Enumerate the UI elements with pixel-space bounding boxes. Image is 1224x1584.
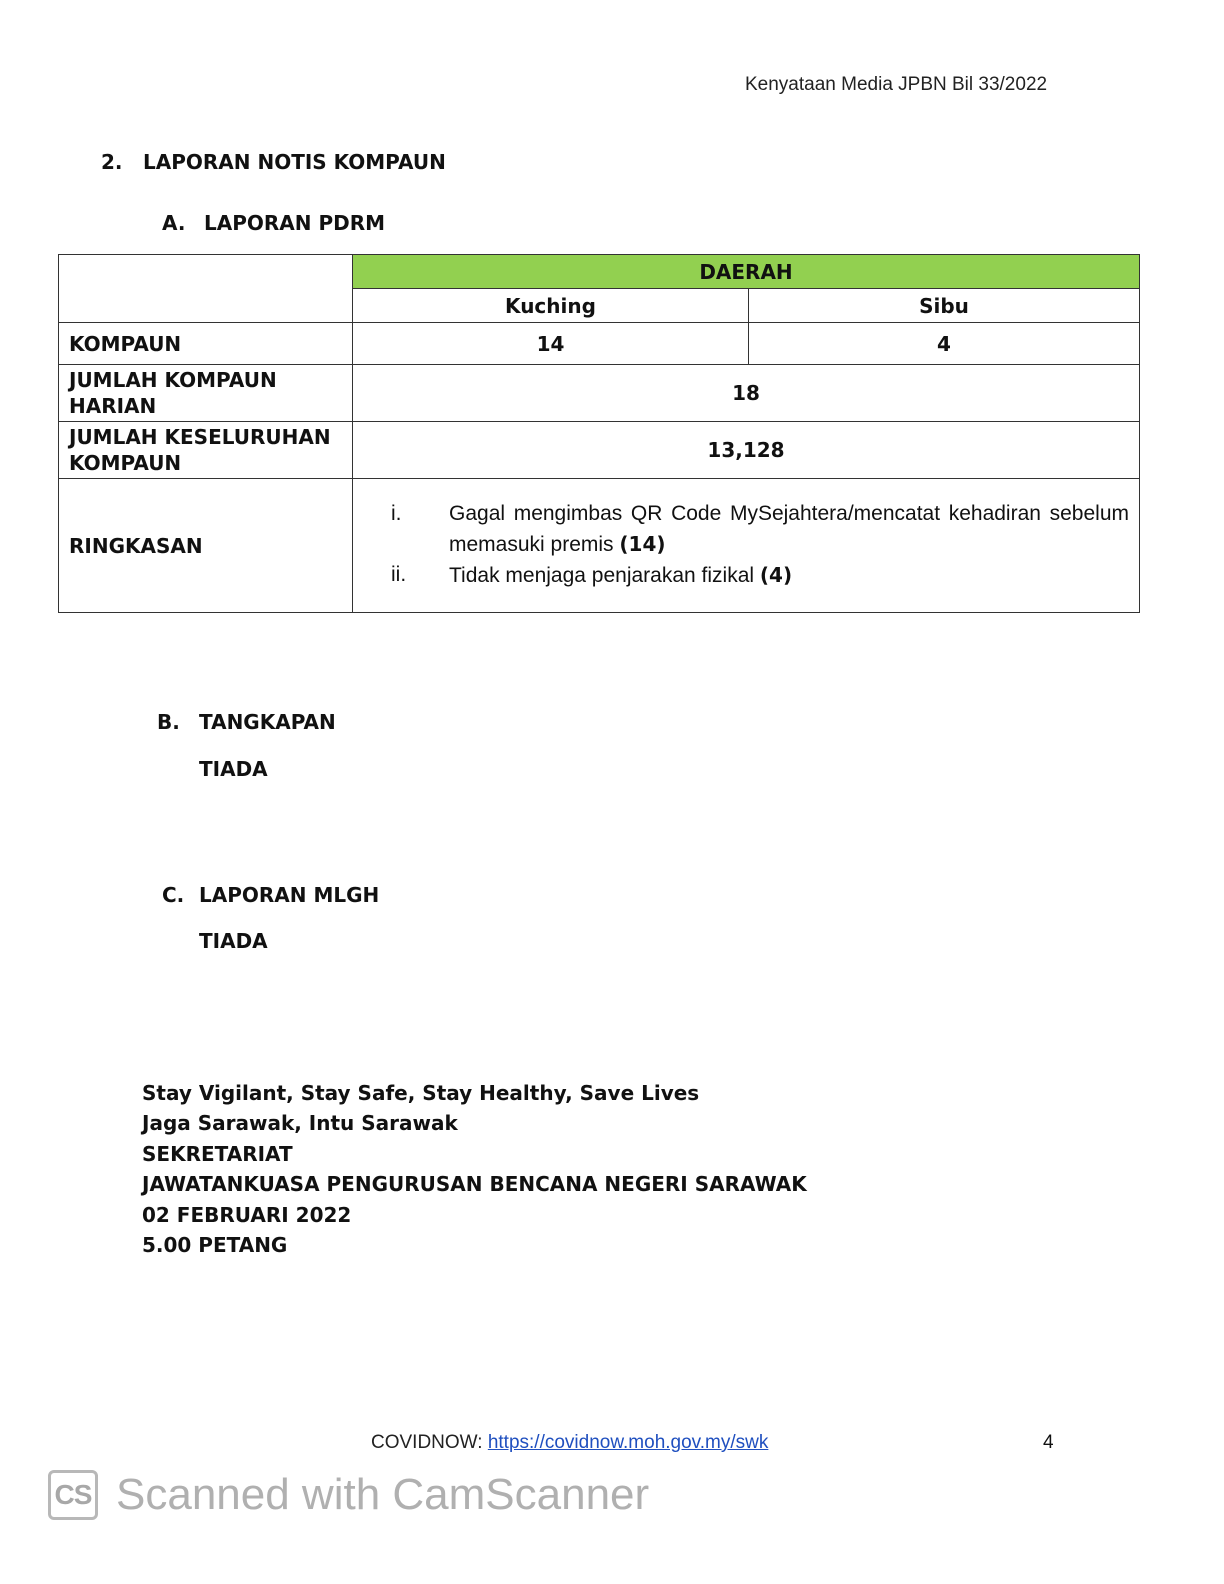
subsection-c-heading — [162, 883, 379, 907]
empty-header-cell — [59, 255, 353, 323]
list-item — [363, 560, 1129, 591]
item-text: Gagal mengimbas QR Code MySejahtera/mencatat kehadiran sebelum memasuki premis — [449, 501, 1129, 556]
label-line: JUMLAH KESELURUHAN — [69, 425, 331, 449]
label-line: KOMPAUN — [69, 451, 182, 475]
row-label-ringkasan: RINGKASAN — [59, 479, 353, 613]
table-row — [59, 422, 1140, 479]
footer — [371, 1432, 768, 1454]
subsection-c-content: TIADA — [199, 929, 268, 953]
list-numeral: i. — [391, 501, 402, 525]
label-line: JUMLAH KOMPAUN — [69, 368, 277, 392]
jumlah-keseluruhan-value: 13,128 — [353, 422, 1140, 479]
section-number: 2. — [101, 150, 123, 174]
ringkasan-cell — [353, 479, 1140, 613]
list-text — [449, 560, 1129, 591]
subsection-c-letter: C. — [162, 883, 185, 907]
list-text — [449, 499, 1129, 560]
watermark-text: Scanned with CamScanner — [116, 1470, 650, 1519]
row-label-jumlah-harian — [59, 365, 353, 422]
compound-report-table — [58, 254, 1140, 613]
ringkasan-list — [363, 499, 1129, 591]
section-heading — [101, 150, 446, 174]
table-header-row — [59, 255, 1140, 289]
closing-line: JAWATANKUASA PENGURUSAN BENCANA NEGERI SARAWAK — [142, 1172, 807, 1197]
subsection-b-content: TIADA — [199, 757, 268, 781]
kompaun-kuching-value: 14 — [353, 323, 749, 365]
list-numeral: ii. — [391, 562, 407, 586]
kompaun-sibu-value: 4 — [749, 323, 1140, 365]
subsection-b-title: TANGKAPAN — [199, 710, 336, 734]
table-row — [59, 323, 1140, 365]
page-number: 4 — [1043, 1432, 1054, 1453]
district-kuching-header: Kuching — [353, 289, 749, 323]
footer-label: COVIDNOW: — [371, 1432, 488, 1453]
document-reference: Kenyataan Media JPBN Bil 33/2022 — [745, 74, 1048, 95]
camscanner-watermark — [48, 1470, 649, 1520]
subsection-c-title: LAPORAN MLGH — [199, 883, 380, 907]
item-count: (14) — [619, 531, 666, 556]
subsection-a-letter: A. — [162, 211, 186, 235]
label-line: HARIAN — [69, 394, 157, 418]
camscanner-logo-icon: CS — [48, 1470, 98, 1520]
item-count: (4) — [759, 562, 793, 587]
list-item — [363, 499, 1129, 560]
closing-block — [142, 1078, 807, 1260]
table-row — [59, 479, 1140, 613]
covidnow-link[interactable]: https://covidnow.moh.gov.my/swk — [487, 1432, 769, 1453]
subsection-a-title: LAPORAN PDRM — [204, 211, 386, 235]
district-group-header: DAERAH — [353, 255, 1140, 289]
row-label-jumlah-keseluruhan — [59, 422, 353, 479]
row-label-kompaun: KOMPAUN — [59, 323, 353, 365]
closing-line: Stay Vigilant, Stay Safe, Stay Healthy, Save Lives — [142, 1081, 700, 1105]
closing-line: SEKRETARIAT — [142, 1141, 293, 1166]
closing-line: 02 FEBRUARI 2022 — [142, 1202, 352, 1227]
subsection-b-heading — [157, 710, 336, 734]
item-text: Tidak menjaga penjarakan fizikal — [449, 563, 755, 587]
table-row — [59, 365, 1140, 422]
closing-line: 5.00 PETANG — [142, 1233, 288, 1258]
subsection-a-heading — [162, 211, 385, 235]
closing-line: Jaga Sarawak, Intu Sarawak — [142, 1111, 458, 1136]
jumlah-harian-value: 18 — [353, 365, 1140, 422]
district-sibu-header: Sibu — [749, 289, 1140, 323]
subsection-b-letter: B. — [157, 710, 180, 734]
section-title: LAPORAN NOTIS KOMPAUN — [143, 150, 446, 174]
